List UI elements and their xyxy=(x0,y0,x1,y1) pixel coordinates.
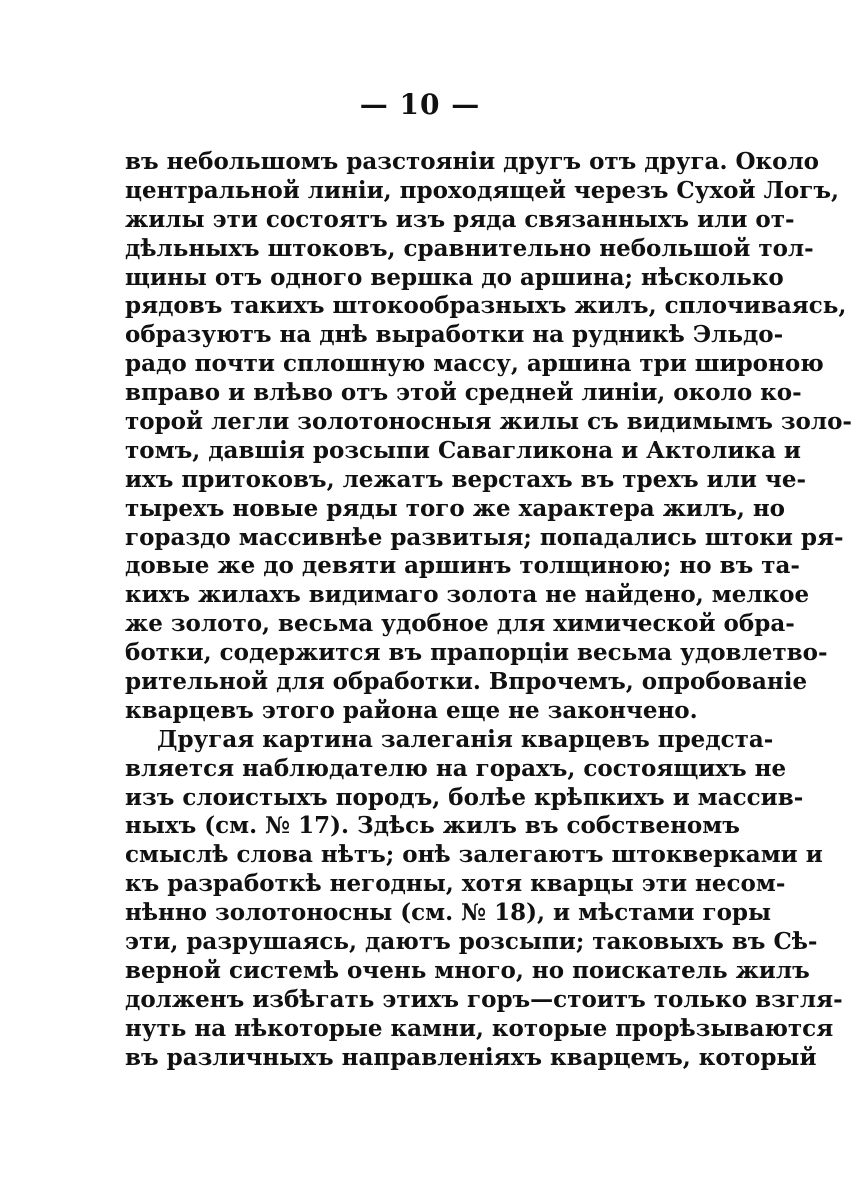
text-line: дѣльныхъ штоковъ, сравнительно небольшой тол- xyxy=(125,234,814,262)
text-line: нѣнно золотоносны (см. № 18), и мѣстами горы xyxy=(125,899,772,927)
text-line: гораздо массивнѣе развитыя; попадались штоки ря- xyxy=(125,523,844,551)
text-line: изъ слоистыхъ породъ, болѣе крѣпкихъ и массив- xyxy=(125,783,804,811)
text-line: ихъ притоковъ, лежатъ верстахъ въ трехъ или че- xyxy=(125,465,806,493)
text-line: рядовъ такихъ штокообразныхъ жилъ, сплочиваясь, xyxy=(125,292,847,320)
text-line: жилы эти состоятъ изъ ряда связанныхъ или от- xyxy=(125,205,795,233)
text-line: въ небольшомъ разстоянiи другъ отъ друга. Около xyxy=(125,148,819,175)
text-line: вправо и влѣво отъ этой средней линiи, около ко- xyxy=(125,379,802,407)
text-line: радо почти сплошную массу, аршина три широною xyxy=(125,350,824,378)
text-line: долженъ избѣгать этихъ горъ—стоитъ только взгля- xyxy=(125,985,843,1013)
text-line: ботки, содержится въ прапорцiи весьма удовлетво- xyxy=(125,639,828,667)
text-line: довые же до девяти аршинъ толщиною; но въ та- xyxy=(125,552,800,580)
text-line: нуть на нѣкоторые камни, которые прорѣзываются xyxy=(125,1014,834,1042)
text-line: ныхъ (см. № 17). Здѣсь жилъ въ собственомъ xyxy=(125,812,740,840)
text-line: же золото, весьма удобное для химической обра- xyxy=(125,610,795,638)
text-line: томъ, давшiя розсыпи Савагликона и Актолика и xyxy=(125,436,801,464)
text-line: торой легли золотоносныя жилы съ видимымъ золо- xyxy=(125,408,852,436)
text-line: центральной линiи, проходящей черезъ Сухой Логъ, xyxy=(125,176,839,204)
text-line: щины отъ одного вершка до аршина; нѣсколько xyxy=(125,263,784,291)
text-line: вляется наблюдателю на горахъ, состоящихъ не xyxy=(125,754,787,782)
text-line: кварцевъ этого района еще не закончено. xyxy=(125,696,698,724)
text-line: къ разработкѣ негодны, хотя кварцы эти несом- xyxy=(125,870,786,898)
text-line: кихъ жилахъ видимаго золота не найдено, мелкое xyxy=(125,581,810,609)
text-line: тырехъ новые ряды того же характера жилъ, но xyxy=(125,494,786,522)
page-number: — 10 — xyxy=(359,88,481,121)
text-line: рительной для обработки. Впрочемъ, опробованiе xyxy=(125,668,808,696)
text-line: въ различныхъ направленiяхъ кварцемъ, который xyxy=(125,1043,817,1071)
text-line: эти, разрушаясь, даютъ розсыпи; таковыхъ въ Сѣ- xyxy=(125,928,818,956)
text-line: смыслѣ слова нѣтъ; онѣ залегаютъ штокверками и xyxy=(125,841,823,869)
paragraph-first-line: Другая картина залеганiя кварцевъ предста- xyxy=(157,725,774,753)
text-line: образуютъ на днѣ выработки на рудникѣ Эльдо- xyxy=(125,321,784,349)
text-line: верной системѣ очень много, но поискатель жилъ xyxy=(125,956,810,984)
body-text xyxy=(125,148,852,1073)
